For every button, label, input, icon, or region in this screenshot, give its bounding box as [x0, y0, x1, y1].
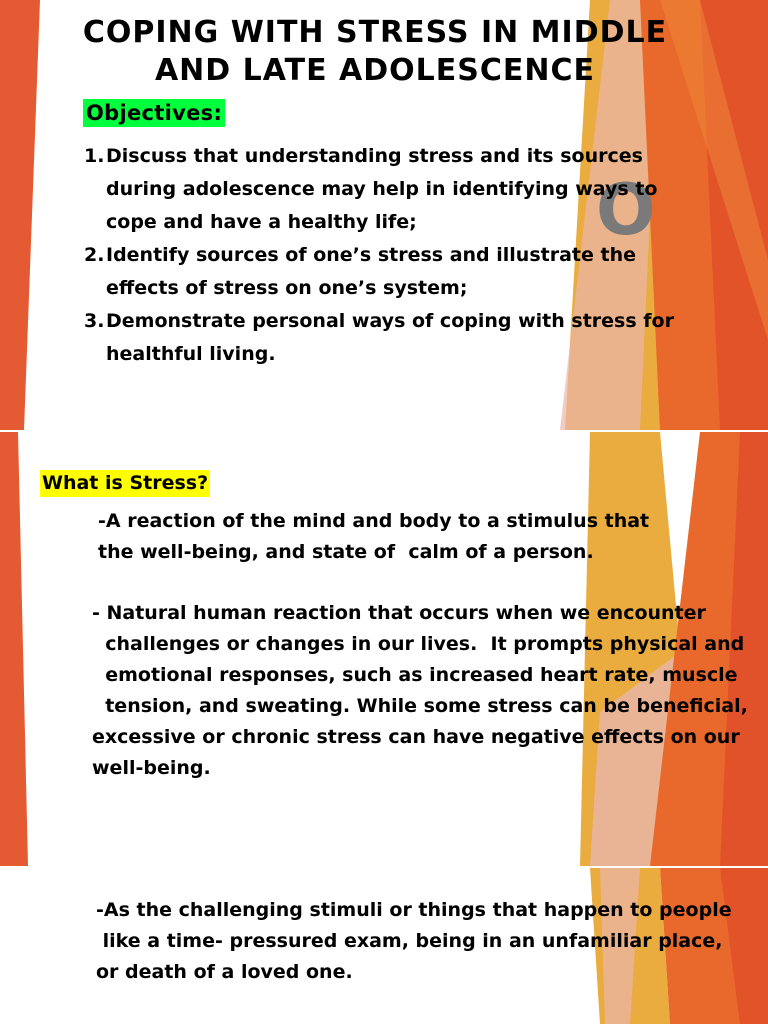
text-line: or death of a loved one. — [96, 961, 353, 983]
text-line: tension, and sweating. While some stress can be beneficial, — [92, 695, 748, 717]
objective-number: 2. — [84, 244, 105, 266]
left-orange-stripe — [0, 432, 28, 866]
text-line: -A reaction of the mind and body to a stimulus that — [98, 510, 650, 532]
what-is-stress-heading: What is Stress? — [40, 470, 210, 497]
text-line: emotional responses, such as increased heart rate, muscle — [92, 664, 738, 686]
text-line: like a time- pressured exam, being in an unfamiliar place, — [96, 930, 723, 952]
objective-item — [84, 239, 684, 305]
text-line: excessive or chronic stress can have negative effects on our — [92, 726, 740, 748]
objective-item — [84, 305, 684, 371]
page-title — [50, 14, 700, 90]
objective-text: Discuss that understanding stress and its sources during adolescence may help in identifying ways to cope and have a healthy life; — [106, 145, 658, 233]
text-line: - Natural human reaction that occurs when we encounter — [92, 602, 706, 624]
objective-text: Identify sources of one’s stress and illustrate the effects of stress on one’s system; — [106, 244, 636, 299]
slide-3 — [0, 868, 768, 1024]
objective-item — [84, 140, 684, 239]
decor-letter: O — [596, 169, 656, 251]
left-orange-stripe — [0, 0, 40, 430]
stress-examples-paragraph — [96, 895, 732, 988]
objective-number: 3. — [84, 310, 105, 332]
definition-paragraph-1 — [98, 506, 649, 568]
objective-text: Demonstrate personal ways of coping with stress for healthful living. — [106, 310, 674, 365]
text-line: the well-being, and state of calm of a person. — [98, 541, 594, 563]
text-line: well-being. — [92, 757, 211, 779]
definition-paragraph-2 — [92, 598, 748, 784]
objective-number: 1. — [84, 145, 105, 167]
slide-1 — [0, 0, 768, 430]
text-line: -As the challenging stimuli or things that happen to people — [96, 899, 732, 921]
slide-2 — [0, 432, 768, 866]
objectives-heading: Objectives: — [83, 99, 225, 127]
title-line-2: AND LATE ADOLESCENCE — [154, 53, 596, 88]
objectives-list — [84, 140, 684, 371]
text-line: challenges or changes in our lives. It prompts physical and — [92, 633, 745, 655]
title-line-1: COPING WITH STRESS IN MIDDLE — [82, 15, 668, 50]
